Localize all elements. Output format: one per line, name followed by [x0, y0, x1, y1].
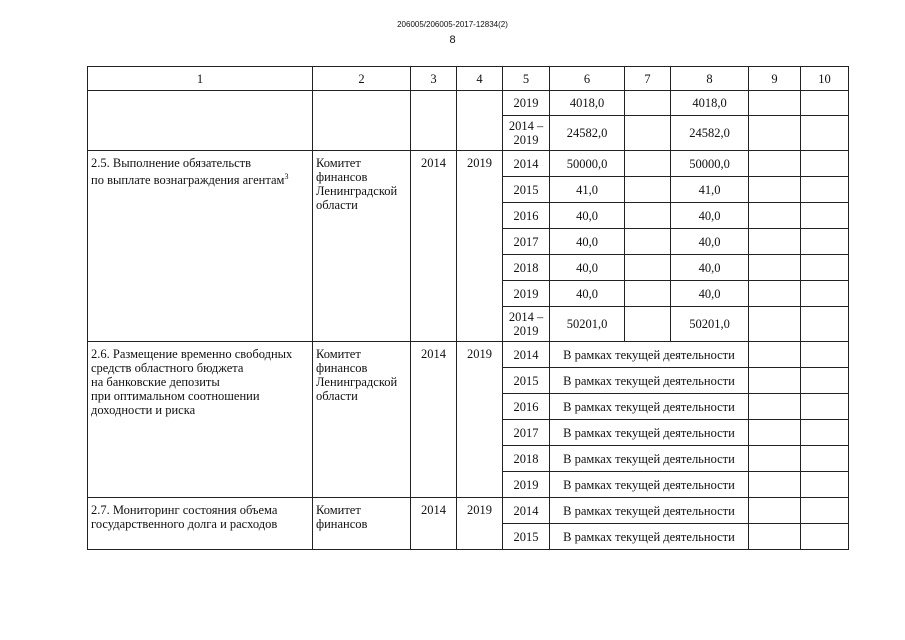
funding-note: В рамках текущей деятельности: [550, 446, 749, 472]
program-table: [87, 66, 849, 550]
empty-cell: [801, 116, 849, 151]
table-row: [88, 342, 849, 368]
empty-cell: [749, 446, 801, 472]
year-cell: 2015: [503, 368, 550, 394]
year-cell: 2019: [503, 91, 550, 116]
empty-cell: [749, 368, 801, 394]
year-cell: 2018: [503, 255, 550, 281]
empty-cell: [801, 524, 849, 550]
empty-cell: [801, 203, 849, 229]
empty-cell: [625, 116, 671, 151]
year-cell: 2019: [503, 281, 550, 307]
start-year: 2014: [411, 342, 457, 498]
empty-cell: [801, 229, 849, 255]
year-range-cell: 2014 – 2019: [503, 116, 550, 151]
amount-cell: 40,0: [671, 203, 749, 229]
col-header: 1: [88, 67, 313, 91]
empty-cell: [625, 281, 671, 307]
table-row: [88, 91, 849, 116]
amount-cell: 40,0: [550, 255, 625, 281]
amount-cell: 41,0: [550, 177, 625, 203]
funding-note: В рамках текущей деятельности: [550, 368, 749, 394]
empty-cell: [625, 255, 671, 281]
empty-cell: [749, 229, 801, 255]
empty-cell: [625, 91, 671, 116]
year-cell: 2015: [503, 177, 550, 203]
empty-cell: [801, 498, 849, 524]
funding-note: В рамках текущей деятельности: [550, 394, 749, 420]
executor-name: Комитет финансов Ленинградской области: [313, 342, 411, 498]
empty-cell: [313, 91, 411, 151]
empty-cell: [749, 420, 801, 446]
empty-cell: [749, 177, 801, 203]
amount-cell: 40,0: [550, 281, 625, 307]
empty-cell: [801, 446, 849, 472]
executor-name: Комитет финансов: [313, 498, 411, 550]
empty-cell: [749, 203, 801, 229]
amount-cell: 40,0: [550, 203, 625, 229]
year-cell: 2017: [503, 420, 550, 446]
amount-cell: 40,0: [671, 229, 749, 255]
empty-cell: [801, 255, 849, 281]
col-header: 7: [625, 67, 671, 91]
start-year: 2014: [411, 151, 457, 342]
funding-note: В рамках текущей деятельности: [550, 342, 749, 368]
empty-cell: [625, 307, 671, 342]
document-id: 206005/206005-2017-12834(2): [397, 20, 508, 29]
empty-cell: [625, 177, 671, 203]
empty-cell: [749, 151, 801, 177]
empty-cell: [801, 151, 849, 177]
year-range-cell: 2014 – 2019: [503, 307, 550, 342]
year-cell: 2015: [503, 524, 550, 550]
year-cell: 2014: [503, 151, 550, 177]
amount-cell: 40,0: [550, 229, 625, 255]
table-row: [88, 151, 849, 177]
year-cell: 2014: [503, 342, 550, 368]
empty-cell: [625, 151, 671, 177]
amount-cell: 41,0: [671, 177, 749, 203]
activity-name: 2.7. Мониторинг состояния объема государственного долга и расходов: [88, 498, 313, 550]
funding-note: В рамках текущей деятельности: [550, 498, 749, 524]
year-cell: 2016: [503, 203, 550, 229]
amount-cell: 40,0: [671, 281, 749, 307]
executor-name: Комитет финансов Ленинградской области: [313, 151, 411, 342]
col-header: 9: [749, 67, 801, 91]
col-header: 3: [411, 67, 457, 91]
year-cell: 2016: [503, 394, 550, 420]
empty-cell: [457, 91, 503, 151]
start-year: 2014: [411, 498, 457, 550]
amount-cell: 24582,0: [671, 116, 749, 151]
funding-note: В рамках текущей деятельности: [550, 472, 749, 498]
empty-cell: [88, 91, 313, 151]
page-number: 8: [449, 34, 456, 46]
amount-cell: 40,0: [671, 255, 749, 281]
amount-cell: 50201,0: [671, 307, 749, 342]
funding-note: В рамках текущей деятельности: [550, 524, 749, 550]
empty-cell: [801, 368, 849, 394]
empty-cell: [625, 203, 671, 229]
amount-cell: 50201,0: [550, 307, 625, 342]
col-header: 2: [313, 67, 411, 91]
empty-cell: [801, 342, 849, 368]
amount-cell: 50000,0: [671, 151, 749, 177]
empty-cell: [625, 229, 671, 255]
empty-cell: [749, 394, 801, 420]
column-number-row: [88, 67, 849, 91]
empty-cell: [411, 91, 457, 151]
empty-cell: [749, 342, 801, 368]
year-cell: 2019: [503, 472, 550, 498]
empty-cell: [749, 498, 801, 524]
col-header: 5: [503, 67, 550, 91]
empty-cell: [749, 524, 801, 550]
col-header: 4: [457, 67, 503, 91]
col-header: 6: [550, 67, 625, 91]
empty-cell: [749, 307, 801, 342]
empty-cell: [801, 420, 849, 446]
end-year: 2019: [457, 151, 503, 342]
empty-cell: [801, 177, 849, 203]
end-year: 2019: [457, 498, 503, 550]
empty-cell: [801, 307, 849, 342]
amount-cell: 4018,0: [671, 91, 749, 116]
empty-cell: [749, 116, 801, 151]
table-row: [88, 498, 849, 524]
empty-cell: [801, 91, 849, 116]
col-header: 10: [801, 67, 849, 91]
empty-cell: [801, 472, 849, 498]
empty-cell: [801, 394, 849, 420]
funding-note: В рамках текущей деятельности: [550, 420, 749, 446]
year-cell: 2014: [503, 498, 550, 524]
empty-cell: [801, 281, 849, 307]
year-cell: 2018: [503, 446, 550, 472]
year-cell: 2017: [503, 229, 550, 255]
end-year: 2019: [457, 342, 503, 498]
amount-cell: 24582,0: [550, 116, 625, 151]
activity-name: 2.5. Выполнение обязательств по выплате вознаграждения агентам$^3$: [88, 151, 313, 342]
empty-cell: [749, 472, 801, 498]
empty-cell: [749, 281, 801, 307]
activity-name: 2.6. Размещение временно свободных средств областного бюджета на банковские депозиты при оптимальном соотношении доходности и риска: [88, 342, 313, 498]
amount-cell: 4018,0: [550, 91, 625, 116]
amount-cell: 50000,0: [550, 151, 625, 177]
col-header: 8: [671, 67, 749, 91]
empty-cell: [749, 91, 801, 116]
empty-cell: [749, 255, 801, 281]
